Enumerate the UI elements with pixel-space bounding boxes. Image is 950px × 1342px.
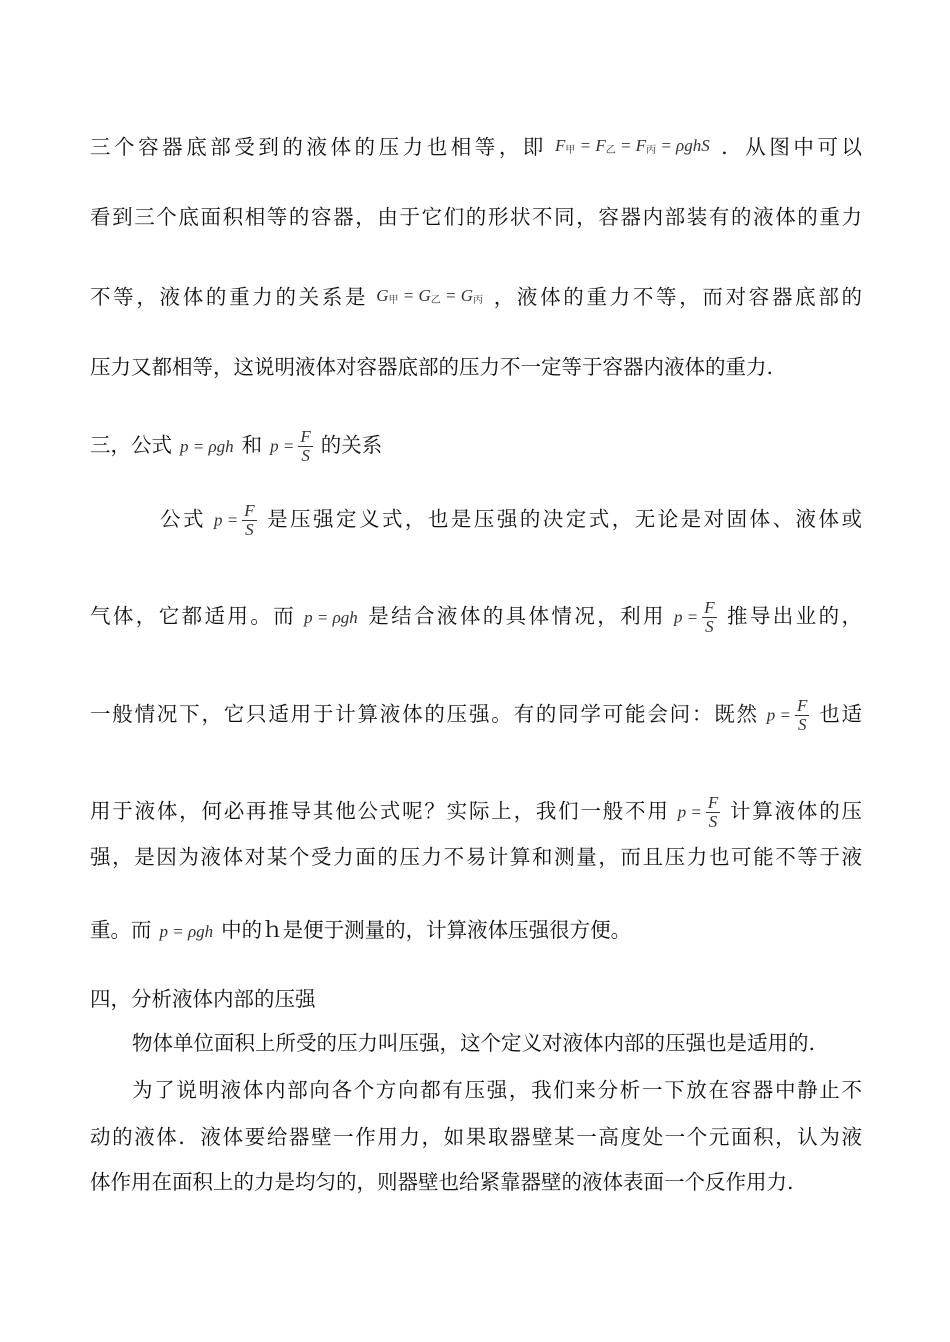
text-segment: 强，是因为液体对某个受力面的压力不易计算和测量，而且压力也可能不等于液 — [90, 845, 862, 869]
text-line-13 — [132, 1029, 862, 1057]
pressure-definition-formula: p = $\frac{F}{S}$ — [766, 696, 808, 734]
pressure-definition-formula: p = $\frac{F}{S}$ — [213, 501, 255, 539]
text-segment: 物体单位面积上所受的压力叫压强，这个定义对液体内部的压强也是适用的. — [132, 1031, 816, 1055]
text-segment: 用于液体，何必再推导其他公式呢？实际上，我们一般不用 — [90, 799, 670, 823]
pressure-definition-formula: p = $\frac{F}{S}$ — [677, 793, 719, 831]
text-segment: 和 — [241, 433, 263, 457]
text-segment: ．从图中可以 — [717, 135, 863, 159]
text-segment: 是结合液体的具体情况，利用 — [365, 604, 666, 628]
pressure-definition-formula: p = $\frac{F}{S}$ — [270, 427, 311, 465]
text-segment: 气体，它都适用。而 — [90, 604, 297, 628]
text-segment: 看到三个底面积相等的容器，由于它们的形状不同，容器内部装有的液体的重力 — [90, 205, 862, 229]
text-segment: 计算液体的压 — [728, 799, 863, 823]
text-segment: 不等，液体的重力的关系是 — [90, 285, 369, 309]
liquid-pressure-formula: p = ρgh — [159, 921, 214, 941]
text-segment: 一般情况下，它只适用于计算液体的压强。有的同学可能会问：既然 — [90, 702, 759, 726]
text-line-1 — [90, 132, 862, 160]
text-segment: ，液体的重力不等，而对容器底部的 — [491, 285, 863, 309]
text-segment: 公式 — [160, 507, 206, 531]
text-segment: 也适 — [817, 702, 863, 726]
text-segment: 压力又都相等，这说明液体对容器底部的压力不一定等于容器内液体的重力. — [90, 355, 774, 379]
text-line-9 — [90, 793, 863, 831]
weight-relation-formula: $G_甲 = G_乙 = G_丙$ — [376, 286, 484, 306]
text-segment: 为了说明液体内部向各个方向都有压强，我们来分析一下放在容器中静止不 — [132, 1078, 862, 1102]
text-line-2 — [90, 203, 862, 231]
text-segment: 重。而 — [90, 918, 152, 942]
text-segment: 动的液体．液体要给器壁一作用力，如果取器壁某一高度处一个元面积，认为液 — [90, 1125, 862, 1149]
text-line-14 — [132, 1076, 862, 1104]
pressure-definition-formula: p = $\frac{F}{S}$ — [673, 598, 715, 636]
text-line-7 — [90, 598, 863, 636]
section-heading-4 — [90, 985, 862, 1013]
text-segment: 体作用在面积上的力是均匀的，则器壁也给紧靠器壁的液体表面一个反作用力. — [90, 1170, 794, 1194]
text-line-3 — [90, 282, 862, 310]
liquid-pressure-formula: p = ρgh — [180, 436, 234, 456]
text-segment: 中的ｈ是便于测量的，计算液体压强很方便。 — [221, 918, 632, 942]
text-segment: 三个容器底部受到的液体的压力也相等，即 — [90, 135, 547, 159]
liquid-pressure-formula: p = ρgh — [304, 607, 358, 627]
text-line-10 — [90, 843, 862, 871]
text-line-8 — [90, 696, 863, 734]
text-line-16 — [90, 1168, 862, 1196]
text-segment: 的关系 — [320, 433, 383, 457]
text-segment: 推导出业的， — [724, 604, 863, 628]
text-line-6 — [160, 501, 863, 539]
pressure-equality-formula: $F_甲 = F_乙 = F_丙 = \rho ghS$ — [554, 136, 710, 156]
text-segment: 三，公式 — [90, 433, 172, 457]
text-line-15 — [90, 1123, 862, 1151]
text-segment: 是压强定义式，也是压强的决定式，无论是对固体、液体或 — [264, 507, 863, 531]
section-heading-3 — [90, 427, 862, 465]
text-segment: 四，分析液体内部的压强 — [90, 987, 316, 1011]
text-line-4 — [90, 353, 862, 381]
text-line-11 — [90, 916, 862, 944]
